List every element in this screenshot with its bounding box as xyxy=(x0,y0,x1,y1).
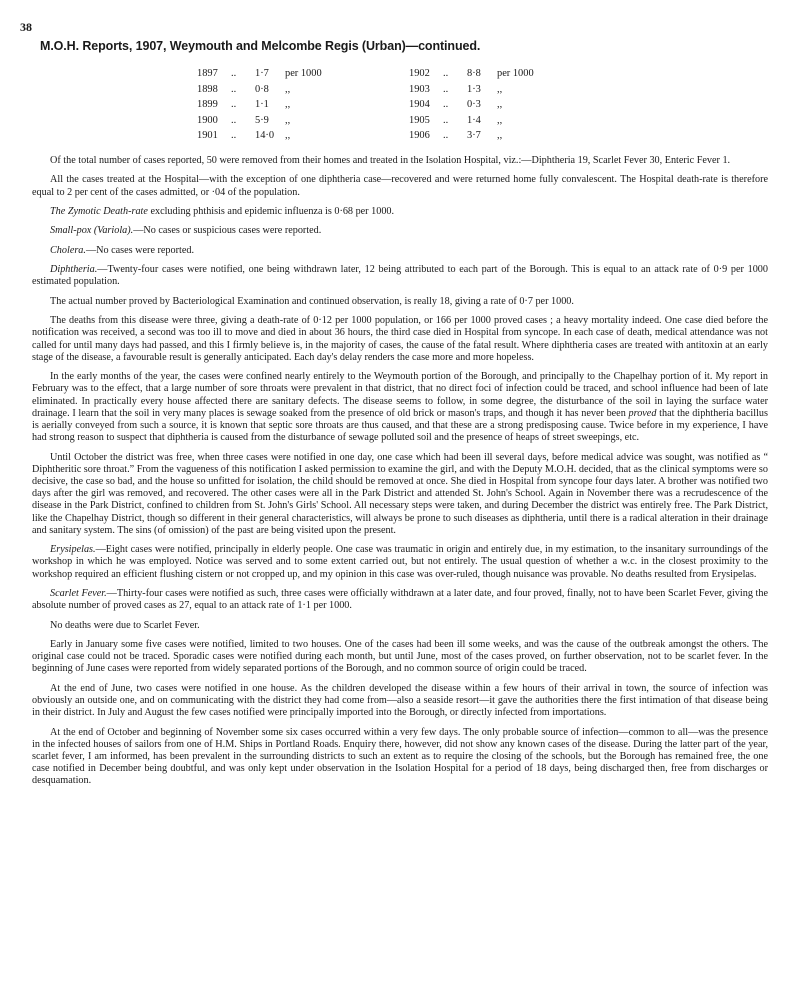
cholera-heading: Cholera. xyxy=(50,244,86,256)
paragraph-actual-number: The actual number proved by Bacteriological Examination and continued observation, is really 18, giving a rate of 0·7 per 1000. xyxy=(50,295,574,307)
leader-dots: .. xyxy=(443,83,449,95)
paragraph-october: Until October the district was free, when three cases were notified in one day, one case which had been ill several days, before medical advice was sought, was notified as “ Diphtheritic sore throat.” From the vagueness of this notification I asked permission to examine the girl, and with the Deputy M.O.H. decided, that as the clinical symptoms were so decisive, the case so bad, and the house so unfitted for isolation, the child should be removed at once. She died in Hospital from syncope four days later. A brother was notified two days after the girl was removed, and recovered. The other cases were all in the Park District and attended St. John's School. Again in November there was a recrudescence of the disease in the Park District, confined to children from St. John's Girls' School. All necessary steps were taken, and during December the district was entirely free. The Park District, like the Chapelhay District, though so different in their general characteristics, will always be prone to such diseases as diphtheria, until there is a radical alteration in their drainage and sanitary system. The sins (of omission) of the past are being visited upon the present. xyxy=(32,451,768,536)
smallpox-heading: Small-pox (Variola). xyxy=(50,225,134,237)
year-cell: 1899 xyxy=(197,99,218,111)
proved-emphasis: proved xyxy=(628,407,657,419)
rate-value: 8·8 xyxy=(467,68,481,79)
paragraph-early-months xyxy=(32,371,768,444)
table-row xyxy=(197,66,335,82)
death-rate-table-right xyxy=(409,66,547,144)
zymotic-heading: The Zymotic Death-rate xyxy=(50,205,148,217)
ditto-mark: ,, xyxy=(285,99,291,111)
table-row xyxy=(409,97,547,113)
year-cell: 1904 xyxy=(409,99,430,111)
year-cell: 1906 xyxy=(409,130,430,142)
table-row xyxy=(197,82,335,98)
running-header: M.O.H. Reports, 1907, Weymouth and Melcombe Regis (Urban)—continued. xyxy=(40,39,481,53)
year-cell: 1903 xyxy=(409,83,430,95)
leader-dots: .. xyxy=(231,68,237,79)
diphtheria-heading: Diphtheria. xyxy=(50,264,98,276)
paragraph-isolation-cases: Of the total number of cases reported, 50 were removed from their homes and treated in the Isolation Hospital, viz.:—Diphtheria 19, Scarlet Fever 30, Enteric Fever 1. xyxy=(50,155,731,166)
year-cell: 1897 xyxy=(197,68,218,79)
leader-dots: .. xyxy=(443,114,449,126)
cholera-text: —No cases were reported. xyxy=(85,244,195,256)
ditto-mark: ,, xyxy=(497,114,503,126)
table-row xyxy=(197,113,335,129)
rate-value: 3·7 xyxy=(467,130,481,142)
ditto-mark: ,, xyxy=(497,130,503,142)
rate-unit: per 1000 xyxy=(497,68,534,79)
rate-value: 5·9 xyxy=(255,114,269,126)
report-body xyxy=(32,155,768,795)
rate-value: 14·0 xyxy=(255,130,275,142)
death-rate-table-left xyxy=(197,66,335,144)
smallpox-text: —No cases or suspicious cases were reported. xyxy=(133,225,322,237)
table-row xyxy=(409,128,547,144)
erysipelas-heading: Erysipelas. xyxy=(50,544,96,556)
leader-dots: .. xyxy=(443,68,449,79)
zymotic-text: excluding phthisis and epidemic influenza is 0·68 per 1000. xyxy=(147,205,395,217)
table-row xyxy=(197,128,335,144)
year-cell: 1898 xyxy=(197,83,218,95)
year-cell: 1901 xyxy=(197,130,218,142)
rate-value: 1·4 xyxy=(467,114,481,126)
rate-value: 1·3 xyxy=(467,83,481,95)
paragraph-cholera xyxy=(32,245,768,257)
diphtheria-text: —Twenty-four cases were notified, one being withdrawn later, 12 being attributed to each part of the Borough. This is equal to an attack rate of 0·9 per 1000 estimated population. xyxy=(32,264,768,288)
table-row xyxy=(409,66,547,82)
paragraph-no-deaths: No deaths were due to Scarlet Fever. xyxy=(50,619,200,631)
year-cell: 1905 xyxy=(409,114,430,126)
rate-value: 1·1 xyxy=(255,99,269,111)
paragraph-zymotic xyxy=(32,206,768,218)
rate-value: 1·7 xyxy=(255,68,269,79)
year-cell: 1900 xyxy=(197,114,218,126)
paragraph-smallpox xyxy=(32,225,768,237)
early-months-text-b: that the diphtheria bacillus is aerially conveyed from such a source, it is known that septic sore throats are thus caused, and that these are a strong predisposing cause. Twice before in my experience, I have had strong reason to suspect that diphtheria is caused from the disturbance of sewage polluted soil and the presence of heaps of street sweepings, etc. xyxy=(32,407,768,444)
paragraph-hospital-recovery: All the cases treated at the Hospital—with the exception of one diphtheria case—recovered and were returned home fully convalescent. The Hospital death-rate is therefore equal to 2 per cent of the cases admitted, or ·04 of the population. xyxy=(32,174,768,198)
paragraph-end-october: At the end of October and beginning of November some six cases occurred within a very few days. The only probable source of infection—common to all—was the presence in the infected houses of sailors from one of H.M. Ships in Portland Roads. Enquiry there, however, did not show any known cases of the disease. During the latter part of the year, scarlet fever, I am informed, has been prevalent in the surrounding districts to such an extent as to require the closing of the schools, but the Borough has remained free, the one case notified in December being doubtful, and was only kept under observation in the Isolation Hospital for a period of 18 days, being discharged then, free from discharges or desquamation. xyxy=(32,726,768,787)
paragraph-deaths: The deaths from this disease were three, giving a death-rate of 0·12 per 1000 population, or 166 per 1000 proved cases ; a heavy mortality indeed. One case died before the notification was received, a second was too ill to move and died in about 36 hours, the third case died in Hospital from syncope. In each case of death, medical attendance was not called for until many days had passed, and this I firmly believe is, in the majority of cases, the cause of the fatal result. Where diphtheria cases are treated with antitoxin at an early stage of the disease, a favourable result is generally anticipated. Each day's delay renders the case more and more hopeless. xyxy=(32,315,768,363)
early-months-text-a: In the early months of the year, the cases were confined nearly entirely to the Weymouth portion of the Borough, and principally to the Chapelhay portion of it. My report in February was to the effect, that a large number of sore throats were prevalent in that district, that no direct foci of infection could be traced, and school influence had been of late eliminated. In practically every house affected there are sanitary defects. The disease seems to follow, in some degree, the disturbance of the soil in laying the surface water drainage. I learn that the soil in very many places is sewage soaked from the presence of old brick or mason's traps, and though it has never been xyxy=(32,371,768,419)
rate-unit: per 1000 xyxy=(285,68,322,79)
ditto-mark: ,, xyxy=(285,83,291,95)
table-row xyxy=(197,97,335,113)
ditto-mark: ,, xyxy=(285,130,291,142)
year-cell: 1902 xyxy=(409,68,430,79)
ditto-mark: ,, xyxy=(285,114,291,126)
ditto-mark: ,, xyxy=(497,83,503,95)
page-number: 38 xyxy=(20,20,32,34)
scarlet-fever-heading: Scarlet Fever. xyxy=(50,587,107,599)
erysipelas-text: —Eight cases were notified, principally in elderly people. One case was traumatic in origin and entirely due, in my estimation, to the insanitary surroundings of the workshop in which he was employed. Notice was served and to some extent carried out, but not entirely. The usual question of whether a w.c. in the closest proximity to the workshop required an efficient flushing cistern or not cropped up, and my opinion in this case was over-ruled, though nuisance was provable. No deaths resulted from Erysipelas. xyxy=(32,544,768,580)
leader-dots: .. xyxy=(231,99,237,111)
leader-dots: .. xyxy=(231,83,237,95)
paragraph-erysipelas xyxy=(32,544,768,581)
paragraph-june: At the end of June, two cases were notified in one house. As the children developed the disease within a few hours of their arrival in town, the source of infection was obviously an outside one, and on communicating with the district they had come from—also a seaside resort—it gave the authorities there the first intimation of that disease being in their district. In July and August the few cases notified were principally imported into the Borough, or directly infected from importations. xyxy=(32,682,768,719)
paragraph-january: Early in January some five cases were notified, limited to two houses. One of the cases had been ill some weeks, and was the cause of the outbreak amongst the others. The original case could not be traced. Sporadic cases were notified during each month, but until June, most of the cases proved, on further observation, not to be scarlet fever. In the beginning of June cases were reported from widely separated portions of the Borough, and no common source of origin could be traced. xyxy=(32,638,768,675)
leader-dots: .. xyxy=(231,130,237,142)
leader-dots: .. xyxy=(231,114,237,126)
leader-dots: .. xyxy=(443,99,449,111)
ditto-mark: ,, xyxy=(497,99,503,111)
rate-value: 0·8 xyxy=(255,83,269,95)
table-row xyxy=(409,82,547,98)
rate-value: 0·3 xyxy=(467,99,481,111)
paragraph-scarlet-fever xyxy=(32,588,768,612)
scarlet-fever-text: —Thirty-four cases were notified as such, three cases were officially withdrawn at a later date, and four proved, finally, not to have been Scarlet Fever, giving the absolute number of proved cases as 27, equal to an attack rate of 1·1 per 1000. xyxy=(32,587,768,612)
table-row xyxy=(409,113,547,129)
paragraph-diphtheria xyxy=(32,264,768,288)
leader-dots: .. xyxy=(443,130,449,142)
